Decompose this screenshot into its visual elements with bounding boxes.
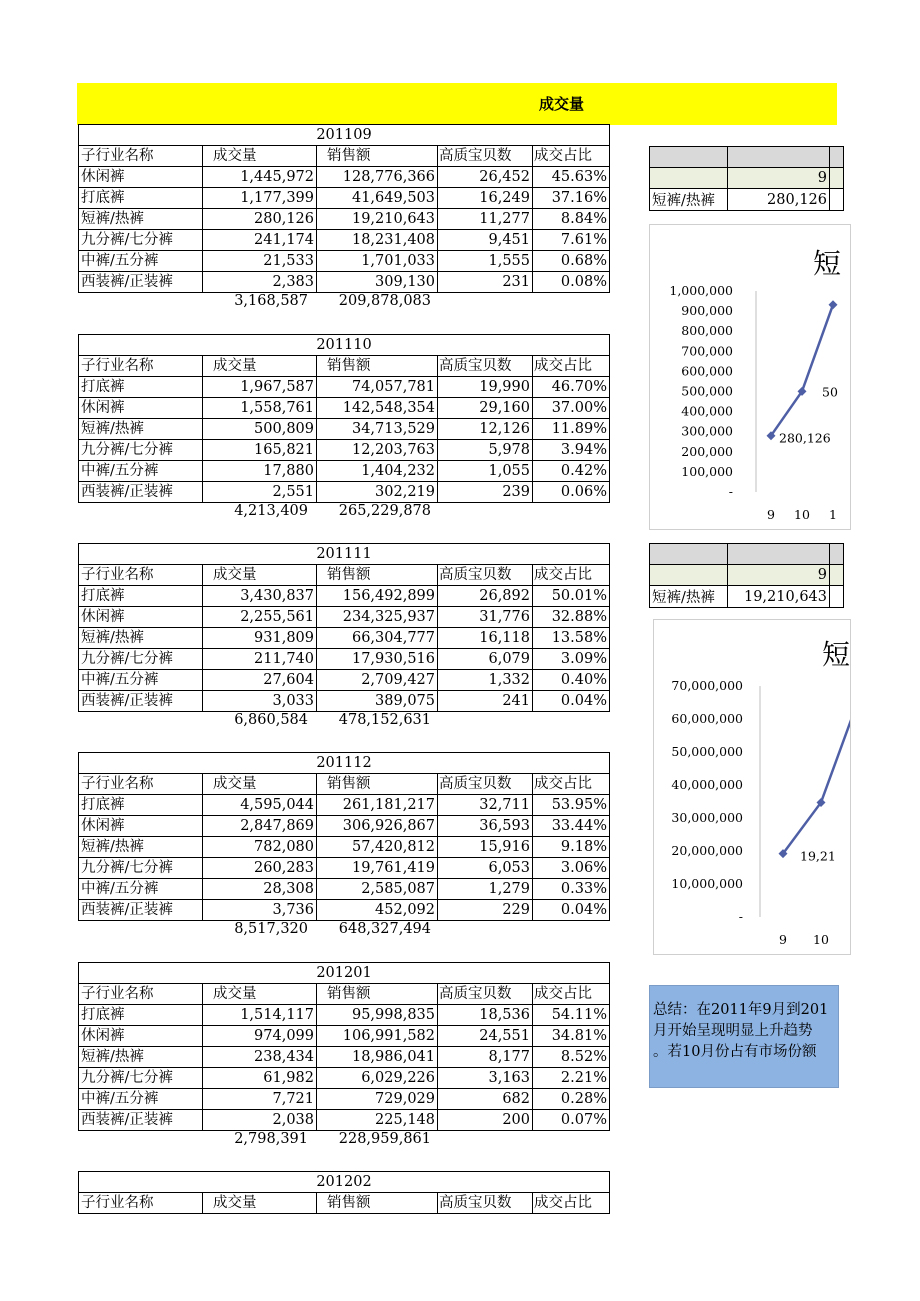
value-cell: 6,029,226 (317, 1068, 438, 1089)
y-tick-label: 10,000,000 (671, 876, 743, 891)
value-cell: 234,325,937 (317, 607, 438, 628)
total-sales: 648,327,494 (338, 921, 431, 937)
value-cell: 53.95% (533, 795, 610, 816)
category-cell: 西装裤/正装裤 (79, 900, 203, 921)
total-volume: 3,168,587 (234, 293, 308, 309)
column-header: 销售额 (317, 565, 438, 586)
column-header: 子行业名称 (79, 774, 203, 795)
table-row (79, 230, 610, 251)
value-cell: 7,721 (203, 1089, 317, 1110)
y-tick-label: 500,000 (681, 383, 733, 399)
value-cell: 36,593 (438, 816, 533, 837)
value-cell: 18,536 (438, 1005, 533, 1026)
value-cell: 261,181,217 (317, 795, 438, 816)
y-tick-label: 70,000,000 (671, 678, 743, 693)
column-header: 成交量 (203, 774, 317, 795)
value-cell: 11,277 (438, 209, 533, 230)
value-cell: 13.58% (533, 628, 610, 649)
column-header: 成交量 (203, 565, 317, 586)
value-cell: 931,809 (203, 628, 317, 649)
value-cell: 8.52% (533, 1047, 610, 1068)
value-cell: 682 (438, 1089, 533, 1110)
value-cell: 29,160 (438, 398, 533, 419)
total-volume: 8,517,320 (234, 921, 308, 937)
period-label: 201112 (79, 753, 610, 774)
sales-value: 19,210,643 (728, 586, 830, 608)
value-cell: 2,585,087 (317, 879, 438, 900)
y-tick-label: 600,000 (681, 363, 733, 379)
volume-month: 9 (728, 168, 830, 189)
value-cell: 1,701,033 (317, 251, 438, 272)
sales-month-row (650, 565, 844, 586)
table-row (79, 419, 610, 440)
chart-title: 短 (813, 247, 842, 280)
y-tick-label: 800,000 (681, 323, 733, 339)
value-cell: 200 (438, 1110, 533, 1131)
value-cell: 57,420,812 (317, 837, 438, 858)
y-tick-label: 400,000 (681, 403, 733, 419)
volume-chart-svg (650, 225, 850, 529)
value-cell: 241 (438, 691, 533, 712)
value-cell: 3,163 (438, 1068, 533, 1089)
table-row (79, 1005, 610, 1026)
value-cell: 3.09% (533, 649, 610, 670)
period-table (78, 334, 610, 503)
volume-value: 280,126 (728, 189, 830, 211)
category-cell: 九分裤/七分裤 (79, 649, 203, 670)
summary-line: 总结：在2011年9月到201 (653, 1002, 829, 1018)
column-header: 成交占比 (533, 146, 610, 167)
value-cell: 0.06% (533, 482, 610, 503)
x-tick-label: 10 (813, 932, 829, 947)
category-cell: 西装裤/正装裤 (79, 482, 203, 503)
volume-month-row (650, 168, 844, 189)
category-cell: 西装裤/正装裤 (79, 1110, 203, 1131)
data-label: 280,126 (779, 430, 831, 446)
category-cell: 打底裤 (79, 188, 203, 209)
column-header: 高质宝贝数 (438, 356, 533, 377)
column-header: 销售额 (317, 774, 438, 795)
value-cell: 41,649,503 (317, 188, 438, 209)
y-tick-label: 30,000,000 (671, 810, 743, 825)
table-row (79, 670, 610, 691)
value-cell: 0.33% (533, 879, 610, 900)
category-cell: 打底裤 (79, 377, 203, 398)
table-row (79, 1110, 610, 1131)
column-header: 销售额 (317, 984, 438, 1005)
value-cell: 1,404,232 (317, 461, 438, 482)
value-cell: 26,452 (438, 167, 533, 188)
value-cell: 8,177 (438, 1047, 533, 1068)
column-header: 子行业名称 (79, 1193, 203, 1214)
category-cell: 打底裤 (79, 1005, 203, 1026)
column-header: 销售额 (317, 1193, 438, 1214)
value-cell: 6,053 (438, 858, 533, 879)
category-cell: 休闲裤 (79, 167, 203, 188)
table-row (79, 461, 610, 482)
table-row (79, 649, 610, 670)
table-row (79, 251, 610, 272)
table-row (79, 398, 610, 419)
value-cell: 19,761,419 (317, 858, 438, 879)
category-cell: 短裤/热裤 (79, 419, 203, 440)
category-cell: 中裤/五分裤 (79, 879, 203, 900)
category-cell: 九分裤/七分裤 (79, 858, 203, 879)
total-sales: 265,229,878 (338, 503, 431, 519)
value-cell: 1,332 (438, 670, 533, 691)
table-row (79, 837, 610, 858)
table-row (79, 607, 610, 628)
category-cell: 西装裤/正装裤 (79, 691, 203, 712)
value-cell: 11.89% (533, 419, 610, 440)
value-cell: 74,057,781 (317, 377, 438, 398)
y-tick-label: 300,000 (681, 423, 733, 439)
period-label: 201201 (79, 963, 610, 984)
y-tick-label: 100,000 (681, 463, 733, 479)
category-cell: 中裤/五分裤 (79, 670, 203, 691)
value-cell: 21,533 (203, 251, 317, 272)
column-header: 高质宝贝数 (438, 565, 533, 586)
value-cell: 34.81% (533, 1026, 610, 1047)
column-header: 高质宝贝数 (438, 774, 533, 795)
sales-category-label: 短裤/热裤 (650, 586, 728, 608)
volume-summary-box (649, 146, 844, 211)
value-cell: 16,249 (438, 188, 533, 209)
category-cell: 休闲裤 (79, 398, 203, 419)
table-row (79, 440, 610, 461)
category-cell: 中裤/五分裤 (79, 251, 203, 272)
value-cell: 0.07% (533, 1110, 610, 1131)
value-cell: 452,092 (317, 900, 438, 921)
summary-note (649, 985, 839, 1088)
value-cell: 782,080 (203, 837, 317, 858)
category-cell: 中裤/五分裤 (79, 1089, 203, 1110)
value-cell: 5,978 (438, 440, 533, 461)
x-tick-label: 10 (794, 507, 810, 522)
period-label: 201202 (79, 1172, 610, 1193)
column-header: 子行业名称 (79, 984, 203, 1005)
value-cell: 500,809 (203, 419, 317, 440)
column-header: 成交量 (203, 356, 317, 377)
table-row (79, 272, 610, 293)
summary-line: 月开始呈现明显上升趋势 (653, 1023, 813, 1039)
volume-chart (649, 224, 851, 530)
table-row (79, 691, 610, 712)
sales-value-row (650, 586, 844, 608)
column-header: 成交占比 (533, 356, 610, 377)
value-cell: 8.84% (533, 209, 610, 230)
value-cell: 9,451 (438, 230, 533, 251)
data-label: 50 (822, 384, 838, 400)
value-cell: 12,126 (438, 419, 533, 440)
table-row (79, 628, 610, 649)
value-cell: 2,551 (203, 482, 317, 503)
total-volume: 6,860,584 (234, 712, 308, 728)
value-cell: 32.88% (533, 607, 610, 628)
period-label: 201109 (79, 125, 610, 146)
value-cell: 37.00% (533, 398, 610, 419)
table-row (79, 482, 610, 503)
value-cell: 302,219 (317, 482, 438, 503)
value-cell: 1,445,972 (203, 167, 317, 188)
period-label: 201111 (79, 544, 610, 565)
y-tick-label: 50,000,000 (671, 744, 743, 759)
value-cell: 2,383 (203, 272, 317, 293)
category-cell: 西装裤/正装裤 (79, 272, 203, 293)
header-row (79, 774, 610, 795)
y-tick-label: 40,000,000 (671, 777, 743, 792)
table-row (79, 900, 610, 921)
table-row (79, 586, 610, 607)
value-cell: 106,991,582 (317, 1026, 438, 1047)
period-table (78, 1171, 610, 1214)
sales-chart (653, 619, 851, 955)
category-cell: 中裤/五分裤 (79, 461, 203, 482)
category-cell: 休闲裤 (79, 607, 203, 628)
value-cell: 54.11% (533, 1005, 610, 1026)
value-cell: 19,990 (438, 377, 533, 398)
column-header: 高质宝贝数 (438, 984, 533, 1005)
y-tick-label: 200,000 (681, 443, 733, 459)
value-cell: 2,709,427 (317, 670, 438, 691)
value-cell: 2,847,869 (203, 816, 317, 837)
column-header: 子行业名称 (79, 146, 203, 167)
value-cell: 18,231,408 (317, 230, 438, 251)
table-row (79, 209, 610, 230)
value-cell: 3,033 (203, 691, 317, 712)
data-point-marker (829, 300, 838, 309)
value-cell: 95,998,835 (317, 1005, 438, 1026)
category-cell: 短裤/热裤 (79, 1047, 203, 1068)
value-cell: 260,283 (203, 858, 317, 879)
volume-summary-header (650, 147, 844, 168)
y-tick-label: 1,000,000 (669, 283, 733, 298)
table-row (79, 1047, 610, 1068)
value-cell: 15,916 (438, 837, 533, 858)
column-header: 销售额 (317, 356, 438, 377)
table-row (79, 1026, 610, 1047)
value-cell: 2,255,561 (203, 607, 317, 628)
series-line (771, 305, 833, 436)
value-cell: 225,148 (317, 1110, 438, 1131)
volume-category-label: 短裤/热裤 (650, 189, 728, 211)
series-line (783, 698, 850, 853)
value-cell: 33.44% (533, 816, 610, 837)
header-row (79, 984, 610, 1005)
table-row (79, 795, 610, 816)
table-row (79, 377, 610, 398)
value-cell: 45.63% (533, 167, 610, 188)
value-cell: 0.08% (533, 272, 610, 293)
category-cell: 打底裤 (79, 795, 203, 816)
value-cell: 37.16% (533, 188, 610, 209)
category-cell: 短裤/热裤 (79, 209, 203, 230)
total-volume: 2,798,391 (234, 1131, 308, 1147)
value-cell: 309,130 (317, 272, 438, 293)
value-cell: 26,892 (438, 586, 533, 607)
value-cell: 0.04% (533, 900, 610, 921)
value-cell: 229 (438, 900, 533, 921)
value-cell: 389,075 (317, 691, 438, 712)
table-row (79, 816, 610, 837)
category-cell: 九分裤/七分裤 (79, 440, 203, 461)
value-cell: 7.61% (533, 230, 610, 251)
value-cell: 6,079 (438, 649, 533, 670)
value-cell: 142,548,354 (317, 398, 438, 419)
value-cell: 231 (438, 272, 533, 293)
column-header: 成交量 (203, 1193, 317, 1214)
value-cell: 17,930,516 (317, 649, 438, 670)
value-cell: 1,279 (438, 879, 533, 900)
value-cell: 28,308 (203, 879, 317, 900)
value-cell: 4,595,044 (203, 795, 317, 816)
column-header: 成交量 (203, 146, 317, 167)
y-tick-label: - (738, 909, 743, 924)
total-sales: 478,152,631 (338, 712, 431, 728)
x-tick-label: 9 (767, 507, 775, 522)
category-cell: 休闲裤 (79, 816, 203, 837)
column-header: 成交占比 (533, 984, 610, 1005)
chart-title: 短 (822, 638, 850, 671)
period-table (78, 543, 610, 712)
value-cell: 24,551 (438, 1026, 533, 1047)
x-tick-label: 9 (779, 932, 787, 947)
value-cell: 3,430,837 (203, 586, 317, 607)
header-row (79, 146, 610, 167)
period-table (78, 752, 610, 921)
value-cell: 2.21% (533, 1068, 610, 1089)
value-cell: 61,982 (203, 1068, 317, 1089)
sales-summary-header (650, 544, 844, 565)
data-label: 19,21 (800, 848, 836, 864)
header-row (79, 565, 610, 586)
value-cell: 128,776,366 (317, 167, 438, 188)
total-volume: 4,213,409 (234, 503, 308, 519)
table-row (79, 167, 610, 188)
total-sales: 209,878,083 (338, 293, 431, 309)
column-header: 高质宝贝数 (438, 1193, 533, 1214)
column-header: 销售额 (317, 146, 438, 167)
value-cell: 17,880 (203, 461, 317, 482)
value-cell: 1,558,761 (203, 398, 317, 419)
category-cell: 打底裤 (79, 586, 203, 607)
value-cell: 280,126 (203, 209, 317, 230)
column-header: 成交占比 (533, 1193, 610, 1214)
y-tick-label: - (728, 484, 733, 499)
value-cell: 239 (438, 482, 533, 503)
column-header: 高质宝贝数 (438, 146, 533, 167)
sales-month: 9 (728, 565, 830, 586)
column-header: 子行业名称 (79, 356, 203, 377)
category-cell: 九分裤/七分裤 (79, 230, 203, 251)
value-cell: 3.94% (533, 440, 610, 461)
value-cell: 50.01% (533, 586, 610, 607)
column-header: 成交量 (203, 984, 317, 1005)
category-cell: 短裤/热裤 (79, 837, 203, 858)
header-row (79, 356, 610, 377)
column-header: 子行业名称 (79, 565, 203, 586)
value-cell: 0.68% (533, 251, 610, 272)
value-cell: 211,740 (203, 649, 317, 670)
table-row (79, 879, 610, 900)
value-cell: 0.40% (533, 670, 610, 691)
value-cell: 974,099 (203, 1026, 317, 1047)
table-row (79, 1089, 610, 1110)
period-table (78, 962, 610, 1131)
value-cell: 34,713,529 (317, 419, 438, 440)
table-row (79, 1068, 610, 1089)
value-cell: 32,711 (438, 795, 533, 816)
period-table (78, 124, 610, 293)
value-cell: 238,434 (203, 1047, 317, 1068)
value-cell: 165,821 (203, 440, 317, 461)
value-cell: 66,304,777 (317, 628, 438, 649)
value-cell: 1,514,117 (203, 1005, 317, 1026)
category-cell: 九分裤/七分裤 (79, 1068, 203, 1089)
table-row (79, 188, 610, 209)
column-header: 成交占比 (533, 565, 610, 586)
y-tick-label: 60,000,000 (671, 711, 743, 726)
value-cell: 0.28% (533, 1089, 610, 1110)
value-cell: 729,029 (317, 1089, 438, 1110)
value-cell: 1,555 (438, 251, 533, 272)
value-cell: 46.70% (533, 377, 610, 398)
header-row (79, 1193, 610, 1214)
y-tick-label: 900,000 (681, 303, 733, 319)
value-cell: 241,174 (203, 230, 317, 251)
value-cell: 1,055 (438, 461, 533, 482)
value-cell: 9.18% (533, 837, 610, 858)
value-cell: 1,177,399 (203, 188, 317, 209)
value-cell: 0.04% (533, 691, 610, 712)
value-cell: 1,967,587 (203, 377, 317, 398)
value-cell: 156,492,899 (317, 586, 438, 607)
value-cell: 27,604 (203, 670, 317, 691)
y-tick-label: 20,000,000 (671, 843, 743, 858)
category-cell: 短裤/热裤 (79, 628, 203, 649)
value-cell: 3.06% (533, 858, 610, 879)
column-header: 成交占比 (533, 774, 610, 795)
period-label: 201110 (79, 335, 610, 356)
value-cell: 3,736 (203, 900, 317, 921)
y-tick-label: 700,000 (681, 343, 733, 359)
value-cell: 306,926,867 (317, 816, 438, 837)
title-banner (77, 83, 837, 125)
x-tick-label: 1 (829, 507, 837, 522)
banner-title: 成交量 (539, 95, 585, 113)
value-cell: 12,203,763 (317, 440, 438, 461)
volume-value-row (650, 189, 844, 211)
total-sales: 228,959,861 (338, 1131, 431, 1147)
value-cell: 16,118 (438, 628, 533, 649)
sales-chart-svg (654, 620, 850, 954)
value-cell: 2,038 (203, 1110, 317, 1131)
value-cell: 19,210,643 (317, 209, 438, 230)
table-row (79, 858, 610, 879)
summary-line: 。若10月份占有市场份额 (653, 1044, 817, 1060)
value-cell: 31,776 (438, 607, 533, 628)
value-cell: 18,986,041 (317, 1047, 438, 1068)
sales-summary-box (649, 543, 844, 608)
value-cell: 0.42% (533, 461, 610, 482)
category-cell: 休闲裤 (79, 1026, 203, 1047)
